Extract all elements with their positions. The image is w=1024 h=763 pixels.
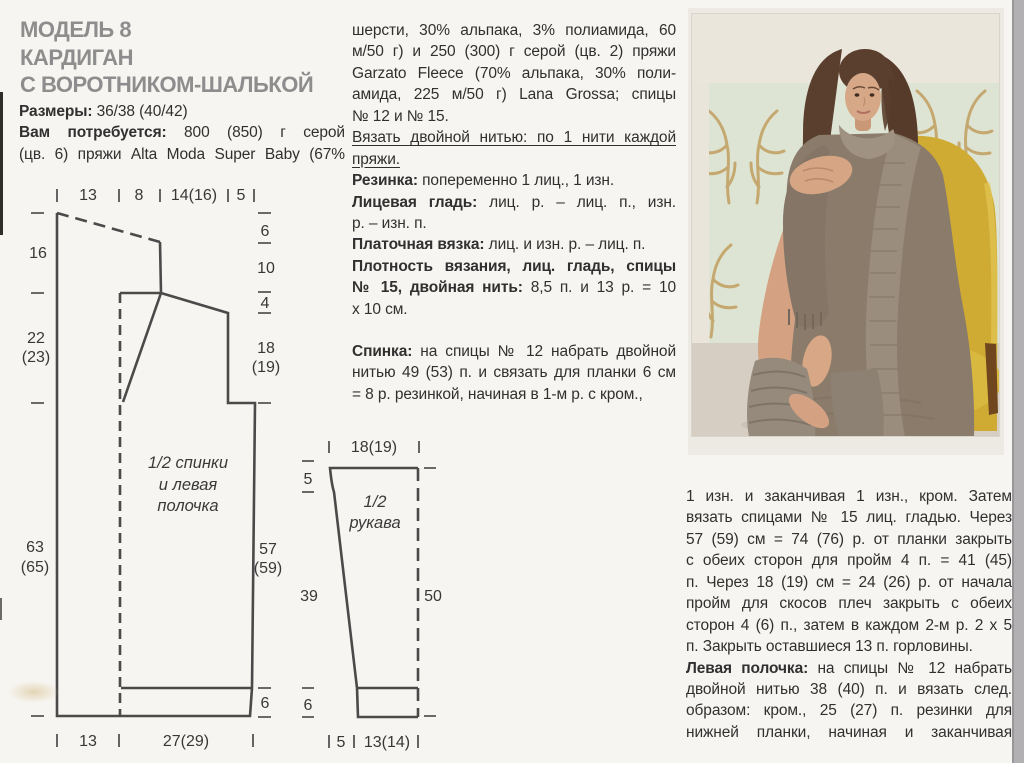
text-line: Спинка: на спицы № 12 набрать двойной bbox=[352, 343, 676, 360]
scan-artifact bbox=[0, 92, 3, 235]
measurement-label: (59) bbox=[253, 560, 283, 577]
eye bbox=[855, 93, 860, 96]
text-line: образом: кром., 25 (27) п. резинки для bbox=[686, 702, 1012, 720]
page-edge-strip bbox=[1012, 0, 1024, 763]
pattern-title bbox=[20, 16, 360, 99]
measurement-label: 18(19) bbox=[350, 439, 398, 456]
body-schematic bbox=[0, 182, 300, 763]
sleeve-piece-label bbox=[348, 493, 400, 532]
sleeve-schematic bbox=[295, 435, 445, 755]
text-line: Вязать двойной нитью: по 1 нити каждой bbox=[352, 129, 676, 147]
title-line-2: КАРДИГАН bbox=[20, 44, 133, 70]
curtain-strip bbox=[691, 83, 709, 348]
measurement-label: 63 bbox=[26, 539, 44, 556]
measurement-label: 13 bbox=[79, 187, 97, 204]
text-line: м/50 г) и 250 (300) г серой (цв. 2) пряжи bbox=[352, 43, 676, 61]
text-line: пройм для скосов плеч закрыть с обеих bbox=[686, 595, 1012, 613]
text-line: Платочная вязка: лиц. и изн. р. – лиц. п. bbox=[352, 236, 646, 254]
text-line: Garzato Fleece (70% альпака, 30% поли- bbox=[352, 64, 676, 82]
text-line: п. Через 18 (19) см = 24 (26) р. от начала bbox=[686, 573, 1012, 591]
sleeve-tick-marks bbox=[302, 441, 436, 748]
text-line: Лицевая гладь: лиц. р. – лиц. п., изн. bbox=[352, 193, 676, 211]
text-line: с обеих сторон для пройм 4 п. = 41 (45) bbox=[686, 552, 1012, 570]
measurement-label: 18 bbox=[257, 340, 275, 357]
text-line: нижней планки, начиная и заканчивая bbox=[686, 723, 1012, 741]
text-line: Левая полочка: на спицы № 12 набрать bbox=[686, 659, 1012, 677]
text-line: = 8 р. резинкой, начиная в 1-м р. с кром., bbox=[352, 385, 643, 403]
collar-fold-dashed-line bbox=[57, 213, 160, 242]
scan-artifact bbox=[0, 598, 2, 620]
measurement-label: 22 bbox=[27, 330, 45, 347]
svg-text:и левая: и левая bbox=[158, 476, 218, 494]
text-line: вязать спицами № 15 лиц. гладью. Через bbox=[686, 509, 1012, 527]
text-line: Вам потребуется: 800 (850) г серой bbox=[19, 124, 345, 142]
eye bbox=[870, 93, 875, 96]
text-line: 1 изн. и заканчивая 1 изн., кром. Затем bbox=[686, 488, 1012, 505]
measurement-label: 57 bbox=[259, 541, 277, 558]
measurement-label: 5 bbox=[303, 471, 313, 488]
measurement-label: 27(29) bbox=[162, 733, 210, 750]
svg-text:1/2 спинки: 1/2 спинки bbox=[147, 454, 229, 472]
right-instructions-column bbox=[686, 486, 1012, 743]
measurement-label: 13 bbox=[79, 733, 97, 750]
measurement-label: 14(16) bbox=[170, 187, 218, 204]
sleeve-measurements bbox=[300, 439, 442, 751]
back-piece-paragraph bbox=[352, 341, 676, 405]
text-line: п. Закрыть оставшиеся 13 п. горловины. bbox=[686, 638, 973, 656]
measurement-label: 8 bbox=[134, 187, 144, 204]
model-photo bbox=[691, 13, 1000, 437]
measurement-label: 13(14) bbox=[363, 734, 411, 751]
text-line: сторон 4 (6) п., затем в каждом 2-м р. 2 х 5 bbox=[686, 616, 1012, 634]
text-line: амида, 225 м/50 г) Lana Grossa; спицы bbox=[352, 86, 676, 104]
text-line: (цв. 6) пряжи Alta Moda Super Baby (67% bbox=[19, 145, 345, 163]
text-line: шерсти, 30% альпака, 3% полиамида, 60 bbox=[352, 22, 676, 39]
measurement-label: (65) bbox=[20, 559, 50, 576]
svg-text:рукава: рукава bbox=[349, 514, 401, 532]
text-line: Резинка: попеременно 1 лиц., 1 изн. bbox=[352, 172, 615, 190]
middle-instructions-column bbox=[352, 20, 676, 320]
text-line: № 15, двойная нить: 8,5 п. и 13 р. = 10 bbox=[352, 279, 676, 297]
text-line: нитью 49 (53) п. и связать для планки 6 см bbox=[352, 364, 676, 382]
measurement-label: 16 bbox=[29, 245, 47, 262]
text-line: пряжи. bbox=[352, 150, 400, 168]
paper-smudge bbox=[8, 681, 60, 703]
text-line: р. – изн. п. bbox=[352, 214, 427, 232]
text-line: двойной нитью 38 (40) п. и вязать след. bbox=[686, 680, 1012, 698]
body-piece-label bbox=[148, 454, 228, 515]
svg-text:полочка: полочка bbox=[157, 497, 219, 515]
text-line: № 12 и № 15. bbox=[352, 107, 449, 125]
measurement-label: 6 bbox=[260, 223, 270, 240]
measurement-label: 4 bbox=[260, 295, 270, 312]
svg-text:1/2: 1/2 bbox=[363, 493, 387, 511]
measurement-label: 50 bbox=[424, 588, 442, 605]
measurement-label: (19) bbox=[251, 359, 281, 376]
measurement-label: (23) bbox=[21, 349, 51, 366]
text-line: х 10 см. bbox=[352, 300, 408, 318]
title-line-3: С ВОРОТНИКОМ-ШАЛЬКОЙ bbox=[20, 72, 314, 97]
title-line-1: МОДЕЛЬ 8 bbox=[20, 17, 132, 42]
measurement-label: 5 bbox=[236, 187, 246, 204]
left-intro-column bbox=[19, 101, 345, 165]
text-line: 57 (59) см = 74 (76) р. от планки закрыть bbox=[686, 530, 1012, 548]
measurement-label: 6 bbox=[303, 697, 313, 714]
text-line: Размеры: 36/38 (40/42) bbox=[19, 103, 188, 120]
measurement-label: 10 bbox=[257, 260, 275, 277]
measurement-label: 5 bbox=[336, 734, 346, 751]
text-line: Плотность вязания, лиц. гладь, спицы bbox=[352, 257, 676, 275]
measurement-label: 39 bbox=[300, 588, 318, 605]
legwarmer-back bbox=[831, 369, 884, 437]
measurement-label: 6 bbox=[260, 695, 270, 712]
